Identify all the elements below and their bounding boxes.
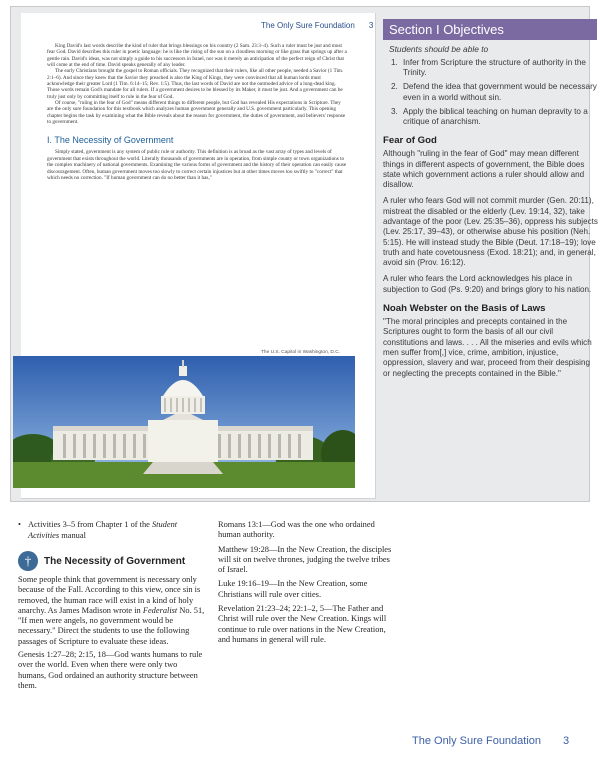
scripture-note: Luke 19:16–19—In the New Creation, some Christians will rule over cities.: [218, 579, 368, 599]
teacher-note-heading: The Necessity of Government: [44, 555, 186, 567]
fear-of-god-heading: Fear of God: [383, 135, 437, 147]
page-footer: [412, 735, 569, 747]
scripture-note: Matthew 19:28—In the New Creation, the disciples will sit on twelve thrones, judging the twelve tribes of Israel.: [218, 544, 392, 575]
objectives-intro: Students should be able to: [389, 44, 489, 54]
cross-icon: †: [18, 551, 38, 571]
student-body-text: [47, 43, 347, 181]
teacher-note-body: [18, 575, 206, 691]
teacher-note-paragraph: Genesis 1:27–28; 2:15, 18—God wants humans to rule over the world. Even when there were only two humans, God ordained an authority structure between them.: [18, 650, 203, 690]
activity-bullet: • Activities 3–5 from Chapter 1 of the Student Activities manual: [18, 520, 178, 540]
student-header-page-number: 3: [368, 21, 374, 30]
footer-page-number: 3: [563, 735, 570, 747]
objective-item: 2. Defend the idea that government would be necessary even in a world without sin.: [391, 82, 597, 102]
scripture-note: Revelation 21:23–24; 22:1–2, 5—The Father and Christ will rule over the New Creation. Kings will continue to rule over nations in the New Creation, and humans in general will rule.: [218, 604, 387, 644]
fear-of-god-paragraph: A ruler who fears the Lord acknowledges his place in subjection to God (Ps. 9:20) and brings glory to his nation.: [383, 274, 592, 294]
student-paragraph: Of course, "ruling in the fear of God" means different things to different people, but God has revealed His expectations in Scripture. They are the only sure foundation for this textbook which analyzes human government generally and U.S. government particularly. This opening chapter begins the task by examining what the Bible reveals about the reason for government, the duties of government, and believers' response to government.: [47, 100, 346, 126]
fear-of-god-paragraph: A ruler who fears God will not commit murder (Gen. 20:11), mistreat the disabled or the elderly (Lev. 19:14, 32), take advantage of the poor (Lev. 25:35–36), oppress his subjects (Lev. 25:17, 39–43), or otherwise abuse his position (Neh. 5:15). He will instead study the Bible (Deut. 17:18–19); love truth and hate covetousness (Exod. 18:21); and, in general, avoid sin (Prov. 16:12).: [383, 196, 598, 268]
teacher-note-heading-row: [18, 551, 206, 571]
webster-quote: "The moral principles and precepts contained in the Scriptures ought to form the basis of all our civil constitutions and laws. . . . All the miseries and evils which men suffer from[,] vice, crime, ambition, injustice, oppression, slavery and war, proceed from their despising or neglecting the precepts contained in the Bible.": [383, 317, 592, 378]
capitol-photo: [13, 356, 355, 488]
student-paragraph: King David's last words describe the kind of ruler that brings blessings on his country (2 Sam. 23:3–4). Such a ruler must be just and must fear God. David describes this ruler in poetic language: he is like the rising of the sun on a cloudless morning or like grass that springs up after a gentle rain. David's ideas, was not simply a guide to his successors in Israel, nor was it merely an anticipation of the perfect reign of Christ that will come at the end of time. David speaks generally of any leader.: [47, 43, 347, 69]
objectives-sidebar: [383, 19, 599, 385]
student-paragraph: The early Christians brought the gospel to Roman officials. They recognized that their rulers, like all other people, needed a Savior (1 Tim. 2:1–6). And since they knew that the Savior they preached is also the King of Kings, they were convinced that all human lords must acknowledge their greater Lord (1 Tim. 6:14–15; Rev. 1:5). Thus, the last words of David are not the outmoded advice of a long-dead king. Those words remain God's mandate for all rulers. If a government desires to be blessed by its Maker, it must be just. And a government can be truly just only by committing itself to rule in the fear of God.: [47, 68, 344, 100]
scripture-note: Romans 13:1—God was the one who ordained human authority.: [218, 520, 375, 540]
footer-title: The Only Sure Foundation: [412, 735, 542, 747]
capitol-illustration: [13, 356, 355, 488]
webster-heading: Noah Webster on the Basis of Laws: [383, 303, 546, 315]
photo-caption: The U.S. Capitol in Washington, D.C.: [261, 350, 341, 355]
objectives-list: [391, 58, 599, 127]
objectives-title: Section I Objectives: [383, 19, 597, 40]
teacher-note-paragraph: Some people think that government is necessary only because of the Fall. According to this view, once sin is removed, the human race will exist in a kind of holy anarchy. As James Madison wrote in Federalist No. 51, "If men were angels, no government would be necessary." Direct the students to use the following passages of Scripture to evaluate these ideas.: [18, 575, 205, 646]
objective-item: 1. Infer from Scripture the structure of authority in the Trinity.: [391, 58, 586, 78]
student-section-paragraph: Simply stated, government is any system of public rule or authority. This definition is as broad as the vast array of types and levels of government that exists throughout the world. Literally thousands of governments are in operation, from simple county or town organizations to the complex machinery of national governments. Examining the various forms of government and the history of their operation can easily cause discouragement. Often, human government moves too slowly to correct certain injustices but at other times moves too swiftly to "correct" that which needs no correction. "If human government can do no better than it has,": [47, 149, 347, 181]
teacher-notes-left-column: [18, 520, 206, 694]
student-header-title: The Only Sure Foundation: [261, 21, 355, 30]
objective-item: 3. Apply the biblical teaching on human depravity to a critique of anarchism.: [391, 106, 588, 127]
teacher-notes-right-column: [218, 520, 396, 649]
student-section-heading: I. The Necessity of Government: [47, 135, 174, 146]
student-page-header: [261, 21, 373, 30]
fear-of-god-paragraph: Although "ruling in the fear of God" may mean different things in different aspects of government, the Bible does state which government actions a ruler should allow and disallow.: [383, 149, 585, 190]
